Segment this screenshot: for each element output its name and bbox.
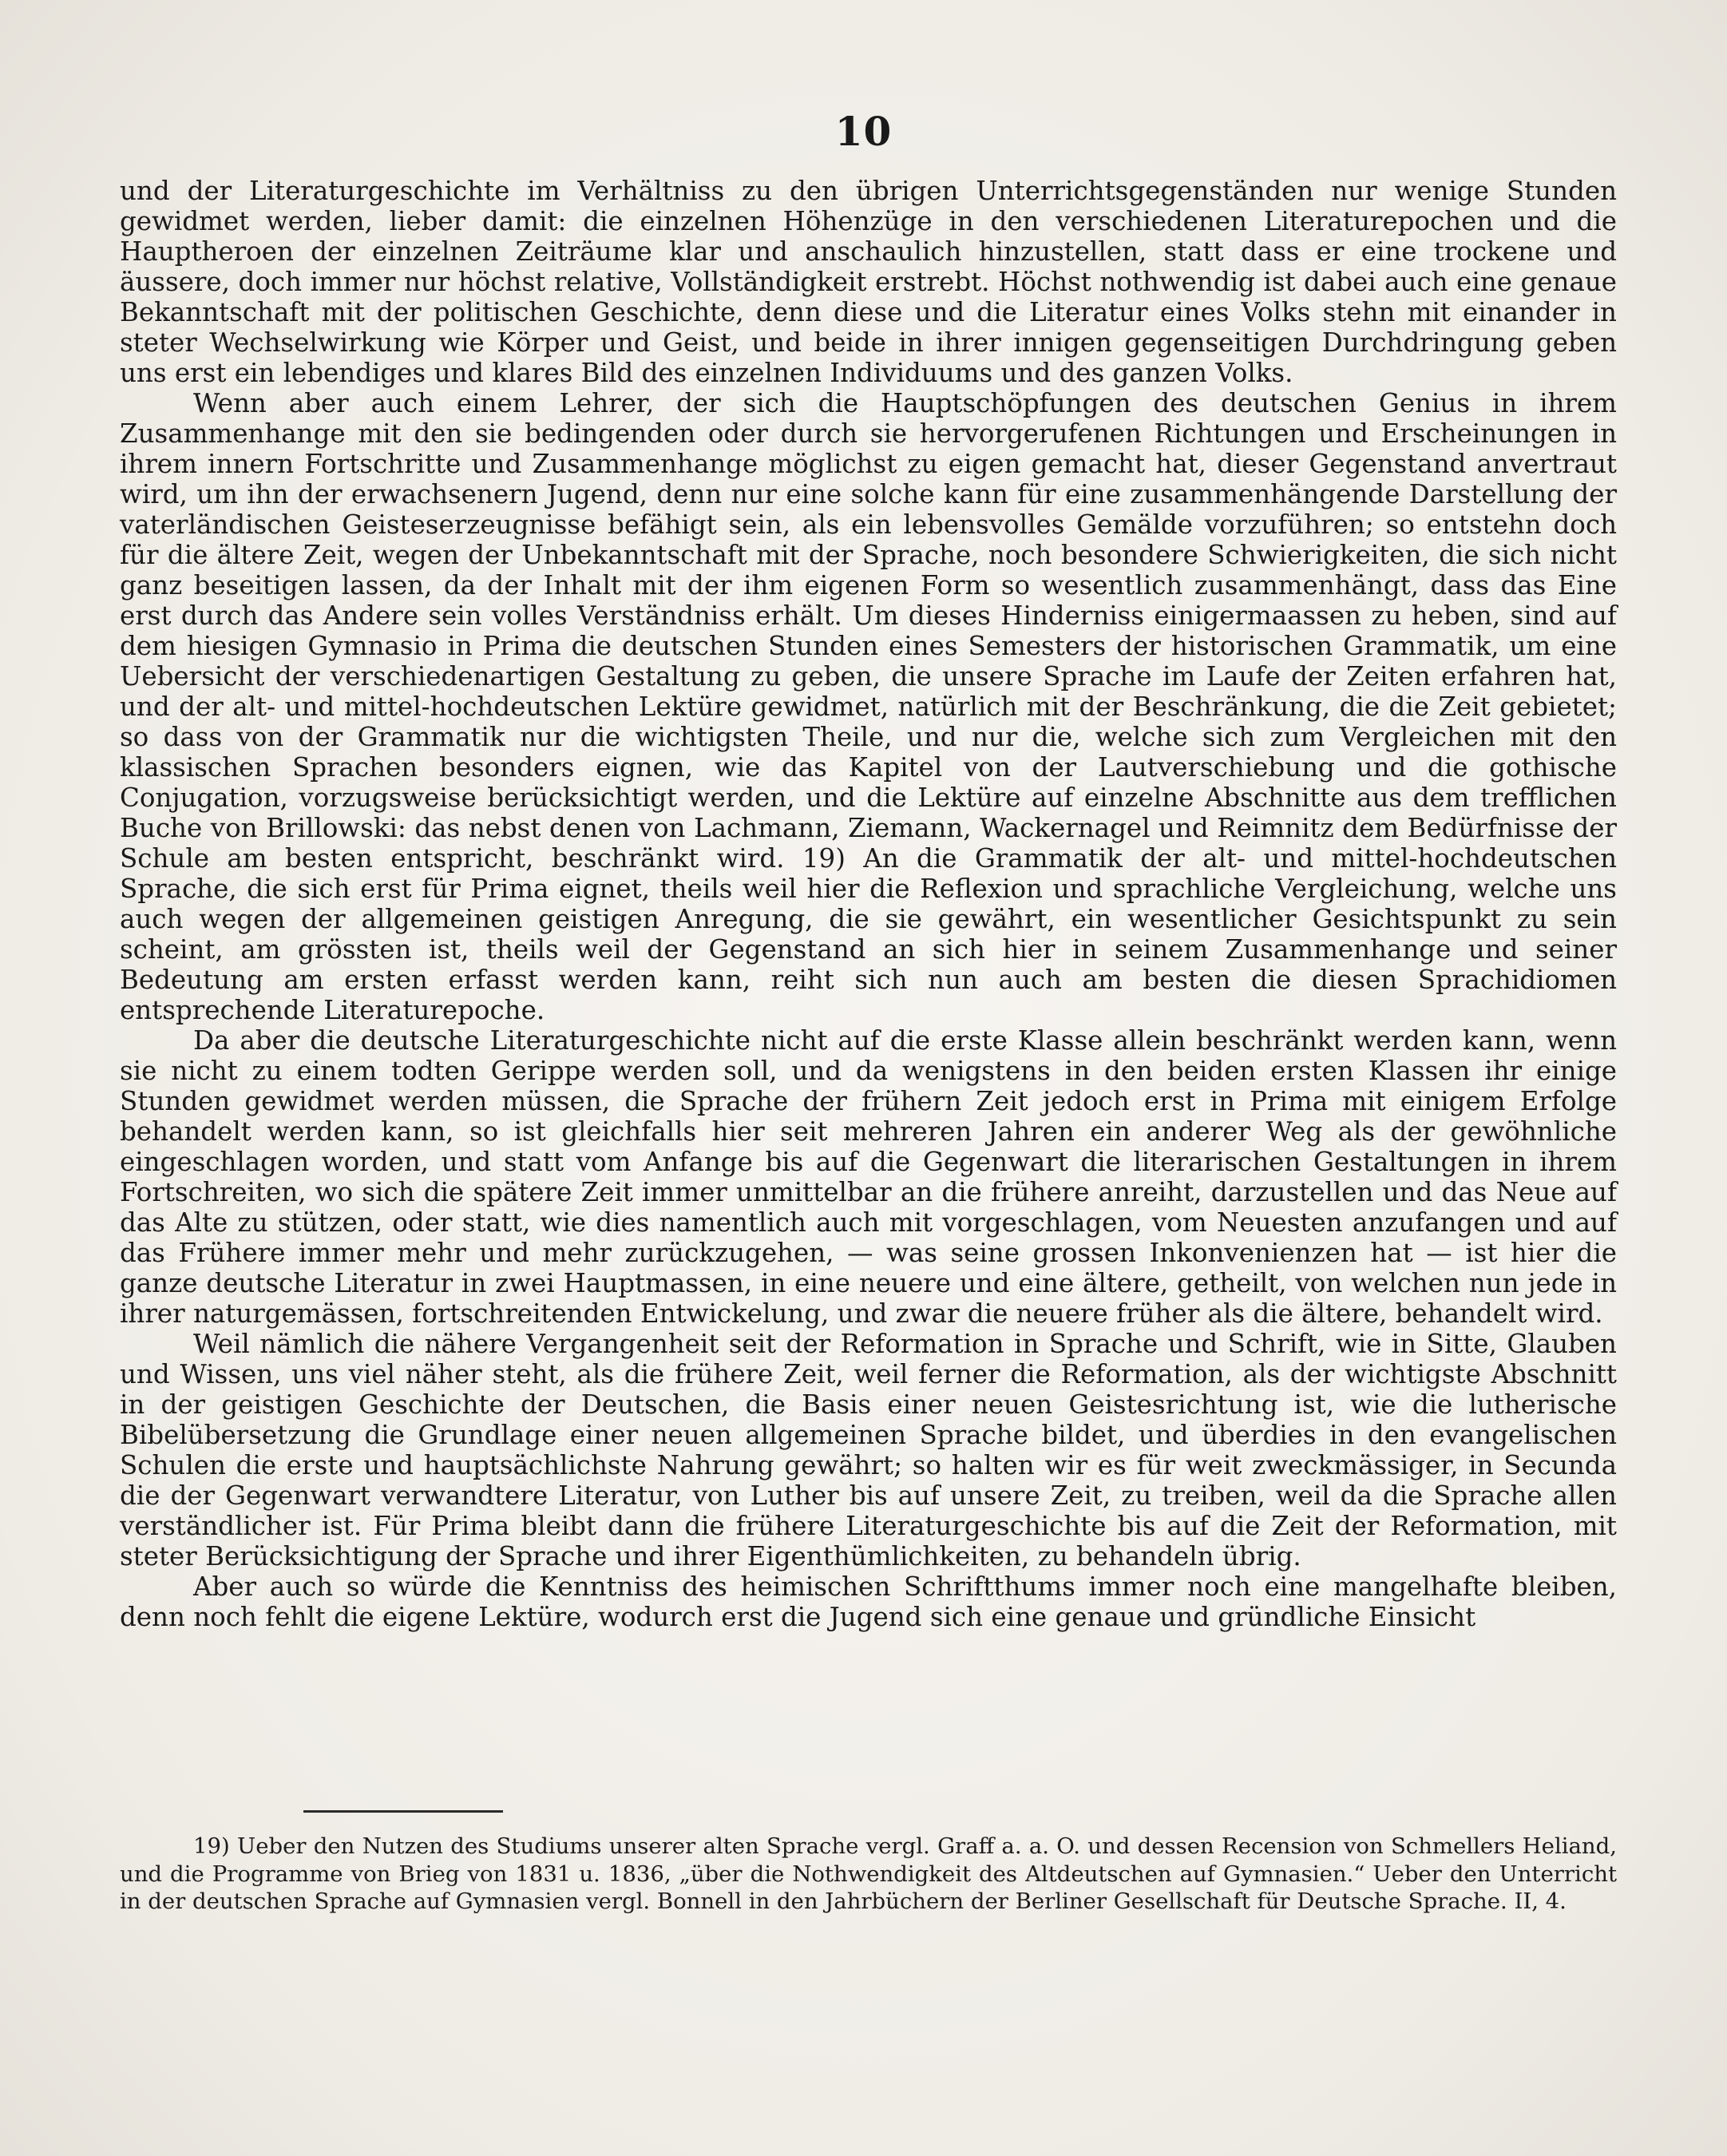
- footnote-divider: [303, 1810, 503, 1813]
- paragraph: Weil nämlich die nähere Vergangenheit seit der Reformation in Sprache und Schrift, wie in Sitte, Glauben und Wissen, uns viel näher steht, als die frühere Zeit, weil ferner die Reformation, als der wichtigste Abschnitt in der geistigen Geschichte der Deutschen, die Basis einer neuen Geistesrichtung ist, wie die lutherische Bibelübersetzung die Grundlage einer neuen allgemeinen Sprache bildet, und überdies in den evangelischen Schulen die erste und hauptsächlichste Nahrung gewährt; so halten wir es für weit zweckmässiger, in Secunda die der Gegenwart verwandtere Literatur, von Luther bis auf unsere Zeit, zu treiben, weil da die Sprache allen verständlicher ist. Für Prima bleibt dann die frühere Literaturgeschichte bis auf die Zeit der Reformation, mit steter Berücksichtigung der Sprache und ihrer Eigenthümlichkeiten, zu behandeln übrig.: [120, 1329, 1617, 1571]
- paragraph: Aber auch so würde die Kenntniss des heimischen Schriftthums immer noch eine mangelhafte bleiben, denn noch fehlt die eigene Lektüre, wodurch erst die Jugend sich eine genaue und gründliche Einsicht: [120, 1571, 1617, 1632]
- paragraph: und der Literaturgeschichte im Verhältniss zu den übrigen Unterrichtsgegenständen nur wenige Stunden gewidmet werden, lieber damit: die einzelnen Höhenzüge in den verschiedenen Literaturepochen und die Hauptheroen der einzelnen Zeiträume klar und anschaulich hinzustellen, statt dass er eine trockene und äussere, doch immer nur höchst relative, Vollständigkeit erstrebt. Höchst nothwendig ist dabei auch eine genaue Bekanntschaft mit der politischen Geschichte, denn diese und die Literatur eines Volks stehn mit einander in steter Wechselwirkung wie Körper und Geist, und beide in ihrer innigen gegenseitigen Durchdringung geben uns erst ein lebendiges und klares Bild des einzelnen Individuums und des ganzen Volks.: [120, 176, 1617, 388]
- paragraph: Da aber die deutsche Literaturgeschichte nicht auf die erste Klasse allein beschränkt werden kann, wenn sie nicht zu einem todten Gerippe werden soll, und da wenigstens in den beiden ersten Klassen ihr einige Stunden gewidmet werden müssen, die Sprache der frühern Zeit jedoch erst in Prima mit einigem Erfolge behandelt werden kann, so ist gleichfalls hier seit mehreren Jahren ein anderer Weg als der gewöhnliche eingeschlagen worden, und statt vom Anfange bis auf die Gegenwart die literarischen Gestaltungen in ihrem Fortschreiten, wo sich die spätere Zeit immer unmittelbar an die frühere anreiht, darzustellen und das Neue auf das Alte zu stützen, oder statt, wie dies namentlich auch mit vorgeschlagen, vom Neuesten anzufangen und auf das Frühere immer mehr und mehr zurückzugehen, — was seine grossen Inkonvenienzen hat — ist hier die ganze deutsche Literatur in zwei Hauptmassen, in eine neuere und eine ältere, getheilt, von welchen nun jede in ihrer naturgemässen, fortschreitenden Entwickelung, und zwar die neuere früher als die ältere, behandelt wird.: [120, 1025, 1617, 1329]
- footnote: 19) Ueber den Nutzen des Studiums unserer alten Sprache vergl. Graff a. a. O. und dessen Recension von Schmellers Heliand, und die Programme von Brieg von 1831 u. 1836, „über die Nothwendigkeit des Altdeutschen auf Gymnasien.“ Ueber den Unterricht in der deutschen Sprache auf Gymnasien vergl. Bonnell in den Jahrbüchern der Berliner Gesellschaft für Deutsche Sprache. II, 4.: [120, 1833, 1617, 1914]
- page-number: 10: [834, 108, 893, 155]
- footnotes: [120, 1833, 1617, 1916]
- paragraph: Wenn aber auch einem Lehrer, der sich die Hauptschöpfungen des deutschen Genius in ihrem Zusammenhange mit den sie bedingenden oder durch sie hervorgerufenen Richtungen und Erscheinungen in ihrem innern Fortschritte und Zusammenhange möglichst zu eigen gemacht hat, dieser Gegenstand anvertraut wird, um ihn der erwachsenern Jugend, denn nur eine solche kann für eine zusammenhängende Darstellung der vaterländischen Geisteserzeugnisse befähigt sein, als ein lebensvolles Gemälde vorzuführen; so entstehn doch für die ältere Zeit, wegen der Unbekanntschaft mit der Sprache, noch besondere Schwierigkeiten, die sich nicht ganz beseitigen lassen, da der Inhalt mit der ihm eigenen Form so wesentlich zusammenhängt, dass das Eine erst durch das Andere sein volles Verständniss erhält. Um dieses Hinderniss einigermaassen zu heben, sind auf dem hiesigen Gymnasio in Prima die deutschen Stunden eines Semesters der historischen Grammatik, um eine Uebersicht der verschiedenartigen Gestaltung zu geben, die unsere Sprache im Laufe der Zeiten erfahren hat, und der alt- und mittel-hochdeutschen Lektüre gewidmet, natürlich mit der Beschränkung, die die Zeit gebietet; so dass von der Grammatik nur die wichtigsten Theile, und nur die, welche sich zum Vergleichen mit den klassischen Sprachen besonders eignen, wie das Kapitel von der Lautverschiebung und die gothische Conjugation, vorzugsweise berücksichtigt werden, und die Lektüre auf einzelne Abschnitte aus dem trefflichen Buche von Brillowski: das nebst denen von Lachmann, Ziemann, Wackernagel und Reimnitz dem Bedürfnisse der Schule am besten entspricht, beschränkt wird. 19) An die Grammatik der alt- und mittel-hochdeutschen Sprache, die sich erst für Prima eignet, theils weil hier die Reflexion und sprachliche Vergleichung, welche uns auch wegen der allgemeinen geistigen Anregung, die sie gewährt, ein wesentlicher Gesichtspunkt zu sein scheint, am grössten ist, theils weil der Gegenstand an sich hier in seinem Zusammenhange und seiner Bedeutung am ersten erfasst werden kann, reiht sich nun auch am besten die diesen Sprachidiomen entsprechende Literaturepoche.: [120, 388, 1617, 1025]
- body-text: [120, 176, 1617, 1632]
